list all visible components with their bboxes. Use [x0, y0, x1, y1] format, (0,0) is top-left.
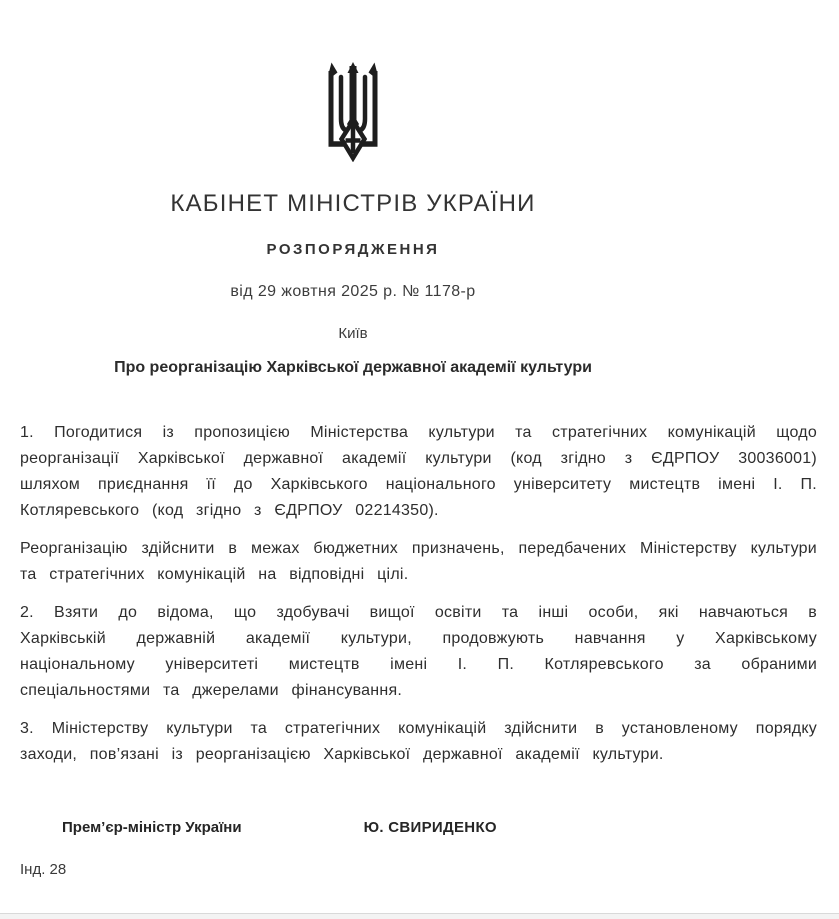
- document-date-number: від 29 жовтня 2025 р. № 1178-р: [230, 283, 476, 300]
- signature-block: [62, 818, 839, 838]
- page-bottom-edge: [0, 913, 839, 919]
- signer-name: Ю. СВИРИДЕНКО: [363, 819, 497, 836]
- document-header: [0, 62, 706, 378]
- document-type-heading: РОЗПОРЯДЖЕННЯ: [266, 241, 440, 258]
- ukraine-trident-emblem-icon: [324, 62, 382, 162]
- paragraph-2: 2. Взяти до відома, що здобувачі вищої освіти та інші особи, які навчаються в Харківській державній академії культури, продовжують навчання у Харківському національному університеті мистецтв імені І. П. Котляревського за обраними спеціальностями та джерелами фінансування.: [20, 604, 817, 699]
- document-body: [20, 420, 817, 768]
- index-note: Інд. 28: [20, 861, 67, 878]
- paragraph-1: 1. Погодитися із пропозицією Міністерства культури та стратегічних комунікацій щодо реорганізації Харківської державної академії культури (код згідно з ЄДРПОУ 30036001) шляхом приєднання її до Харківського національного університету мистецтв імені І. П. Котляревського (код згідно з ЄДРПОУ 02214350).: [20, 424, 817, 519]
- document-city: Київ: [338, 325, 368, 342]
- org-name-heading: КАБІНЕТ МІНІСТРІВ УКРАЇНИ: [170, 190, 536, 217]
- document-title: Про реорганізацію Харківської державної академії культури: [114, 359, 592, 376]
- paragraph-1-continued: Реорганізацію здійснити в межах бюджетних призначень, передбачених Міністерству культури та стратегічних комунікацій на відповідні цілі.: [20, 540, 817, 583]
- paragraph-3: 3. Міністерству культури та стратегічних комунікацій здійснити в установленому порядку заходи, пов’язані із реорганізацією Харківської державної академії культури.: [20, 720, 817, 763]
- signer-position: Прем’єр-міністр України: [62, 819, 242, 836]
- emblem-container: [0, 62, 706, 162]
